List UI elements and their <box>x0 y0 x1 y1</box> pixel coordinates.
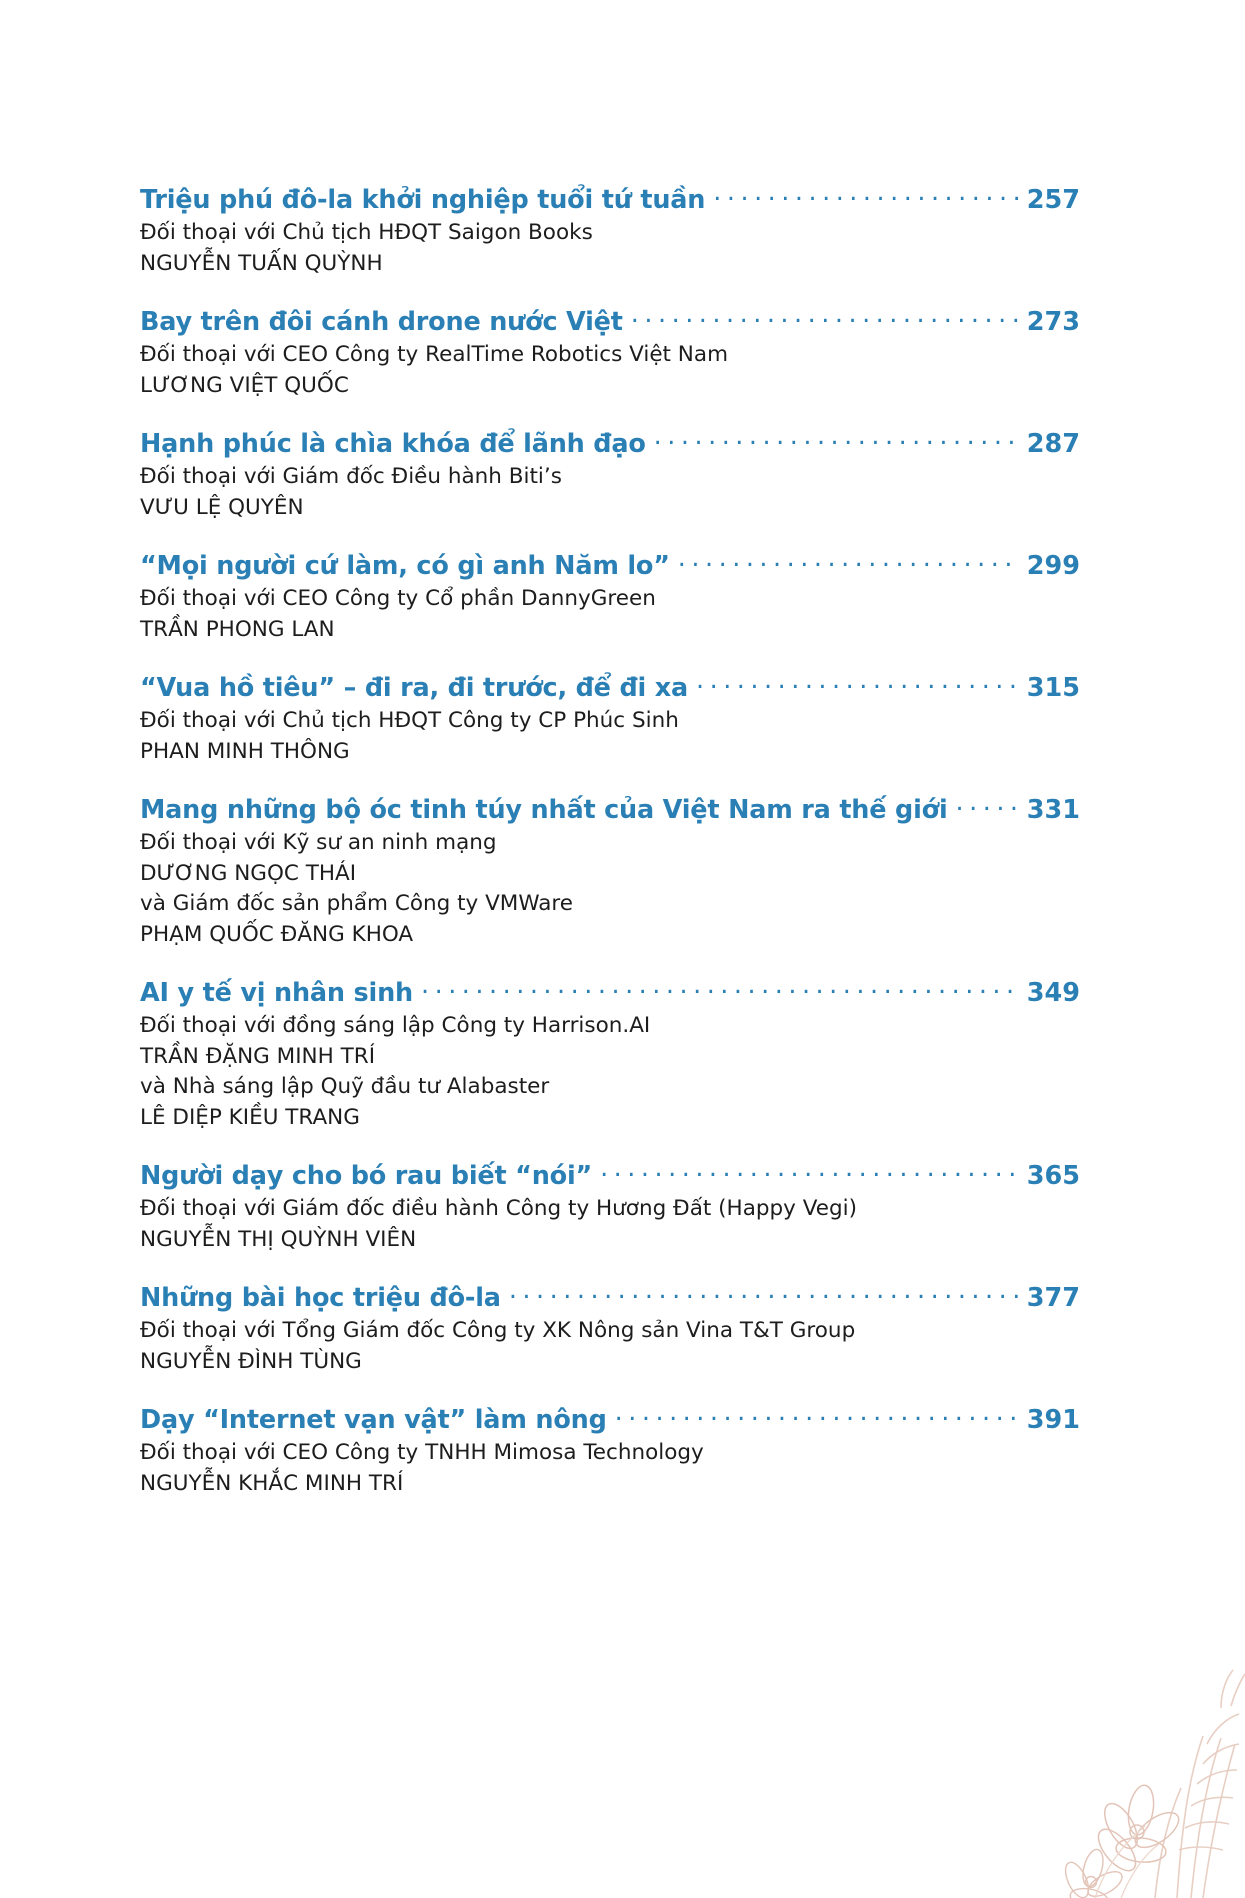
toc-entry[interactable] <box>140 307 1080 401</box>
toc-entry-subtitle-line: TRẦN ĐẶNG MINH TRÍ <box>140 1043 376 1069</box>
toc-entry-title[interactable]: Hạnh phúc là chìa khóa để lãnh đạo <box>140 429 646 460</box>
toc-leader-dots <box>713 192 1018 208</box>
toc-entry[interactable] <box>140 795 1080 950</box>
toc-entry-title[interactable]: Bay trên đôi cánh drone nước Việt <box>140 307 623 338</box>
toc-entry-subtitle-line: NGUYỄN ĐÌNH TÙNG <box>140 1348 362 1374</box>
toc-entry-subtitle-line: NGUYỄN KHẮC MINH TRÍ <box>140 1470 404 1496</box>
toc-entry[interactable] <box>140 1405 1080 1499</box>
toc-entry-page-number[interactable]: 349 <box>1026 978 1080 1009</box>
toc-entry-title-row[interactable] <box>140 795 1080 825</box>
toc-entry-title[interactable]: Dạy “Internet vạn vật” làm nông <box>140 1405 607 1436</box>
toc-entry[interactable] <box>140 429 1080 523</box>
toc-entry-title-row[interactable] <box>140 978 1080 1008</box>
toc-entry-subtitle <box>140 218 1080 279</box>
toc-entry-subtitle-line: VƯU LỆ QUYÊN <box>140 494 304 520</box>
toc-entry-subtitle-line: NGUYỄN THỊ QUỲNH VIÊN <box>140 1226 417 1252</box>
toc-entry[interactable] <box>140 673 1080 767</box>
toc-entry-subtitle <box>140 462 1080 523</box>
toc-leader-dots <box>678 558 1018 574</box>
toc-entry-subtitle-line: Đối thoại với Giám đốc Điều hành Biti’s <box>140 464 562 490</box>
toc-entry-subtitle-line: DƯƠNG NGỌC THÁI <box>140 860 357 886</box>
toc-entry[interactable] <box>140 978 1080 1133</box>
toc-leader-dots <box>600 1168 1018 1184</box>
toc-entry-title-row[interactable] <box>140 1161 1080 1191</box>
toc-entry[interactable] <box>140 1161 1080 1255</box>
toc-entry-page-number[interactable]: 377 <box>1026 1283 1080 1314</box>
toc-leader-dots <box>654 436 1018 452</box>
toc-entry-subtitle <box>140 340 1080 401</box>
toc-entry-title[interactable]: “Mọi người cứ làm, có gì anh Năm lo” <box>140 551 670 582</box>
toc-entry-subtitle <box>140 1438 1080 1499</box>
toc-entry-subtitle-line: TRẦN PHONG LAN <box>140 616 335 642</box>
toc-entry-subtitle-line: Đối thoại với Giám đốc điều hành Công ty Hương Đất (Happy Vegi) <box>140 1196 858 1222</box>
toc-entry-page-number[interactable]: 299 <box>1026 551 1080 582</box>
toc-leader-dots <box>956 802 1019 818</box>
toc-leader-dots <box>615 1412 1018 1428</box>
toc-entry-page-number[interactable]: 287 <box>1026 429 1080 460</box>
toc-entry[interactable] <box>140 1283 1080 1377</box>
toc-entry-subtitle <box>140 706 1080 767</box>
toc-leader-dots <box>631 314 1018 330</box>
toc-entry-title-row[interactable] <box>140 307 1080 337</box>
toc-entry-title-row[interactable] <box>140 429 1080 459</box>
toc-entry-page-number[interactable]: 331 <box>1026 795 1080 826</box>
toc-entry-subtitle-line: Đối thoại với CEO Công ty RealTime Robotics Việt Nam <box>140 342 729 368</box>
toc-entry-subtitle <box>140 1011 1080 1133</box>
toc-entry-subtitle-line: PHAN MINH THÔNG <box>140 738 350 764</box>
toc-entry[interactable] <box>140 551 1080 645</box>
toc-entry-title[interactable]: Người dạy cho bó rau biết “nói” <box>140 1161 593 1192</box>
toc-entry-subtitle-line: và Nhà sáng lập Quỹ đầu tư Alabaster <box>140 1074 550 1100</box>
toc-entry[interactable] <box>140 185 1080 279</box>
toc-entry-page-number[interactable]: 315 <box>1026 673 1080 704</box>
toc-entry-subtitle-line: LÊ DIỆP KIỀU TRANG <box>140 1104 360 1130</box>
toc-leader-dots <box>421 985 1018 1001</box>
toc-leader-dots <box>696 680 1018 696</box>
toc-entry-page-number[interactable]: 391 <box>1026 1405 1080 1436</box>
floral-ornament-icon <box>945 1568 1245 1898</box>
toc-entry-title[interactable]: Mang những bộ óc tinh túy nhất của Việt Nam ra thế giới <box>140 795 948 826</box>
toc-entry-title[interactable]: AI y tế vị nhân sinh <box>140 978 413 1009</box>
toc-entry-title[interactable]: Triệu phú đô-la khởi nghiệp tuổi tứ tuần <box>140 185 706 215</box>
toc-entry-title[interactable]: “Vua hồ tiêu” – đi ra, đi trước, để đi xa <box>140 673 688 704</box>
toc-entry-subtitle-line: PHẠM QUỐC ĐĂNG KHOA <box>140 921 414 947</box>
toc-entry-title[interactable]: Những bài học triệu đô-la <box>140 1283 501 1314</box>
toc-entry-subtitle-line: NGUYỄN TUẤN QUỲNH <box>140 250 383 276</box>
toc-entry-subtitle-line: Đối thoại với Kỹ sư an ninh mạng <box>140 830 497 856</box>
toc-entry-page-number[interactable]: 273 <box>1026 307 1080 338</box>
toc-entry-page-number[interactable]: 365 <box>1026 1161 1080 1192</box>
toc-entry-subtitle-line: và Giám đốc sản phẩm Công ty VMWare <box>140 891 574 917</box>
table-of-contents <box>140 185 1080 1527</box>
toc-entry-subtitle <box>140 828 1080 950</box>
toc-entry-subtitle-line: Đối thoại với Tổng Giám đốc Công ty XK Nông sản Vina T&T Group <box>140 1318 856 1344</box>
toc-entry-subtitle <box>140 584 1080 645</box>
toc-entry-subtitle <box>140 1316 1080 1377</box>
toc-entry-page-number[interactable]: 257 <box>1026 185 1080 215</box>
toc-entry-subtitle-line: LƯƠNG VIỆT QUỐC <box>140 372 349 398</box>
toc-entry-subtitle-line: Đối thoại với CEO Công ty Cổ phần DannyGreen <box>140 586 656 612</box>
toc-entry-title-row[interactable] <box>140 1283 1080 1313</box>
toc-entry-title-row[interactable] <box>140 1405 1080 1435</box>
toc-entry-title-row[interactable] <box>140 673 1080 703</box>
toc-entry-subtitle <box>140 1194 1080 1255</box>
toc-entry-title-row[interactable] <box>140 185 1080 215</box>
toc-entry-subtitle-line: Đối thoại với đồng sáng lập Công ty Harrison.AI <box>140 1013 651 1039</box>
toc-entry-subtitle-line: Đối thoại với Chủ tịch HĐQT Công ty CP Phúc Sinh <box>140 708 679 734</box>
toc-leader-dots <box>509 1290 1018 1306</box>
toc-entry-subtitle-line: Đối thoại với CEO Công ty TNHH Mimosa Technology <box>140 1440 704 1466</box>
toc-entry-subtitle-line: Đối thoại với Chủ tịch HĐQT Saigon Books <box>140 220 593 245</box>
toc-entry-title-row[interactable] <box>140 551 1080 581</box>
